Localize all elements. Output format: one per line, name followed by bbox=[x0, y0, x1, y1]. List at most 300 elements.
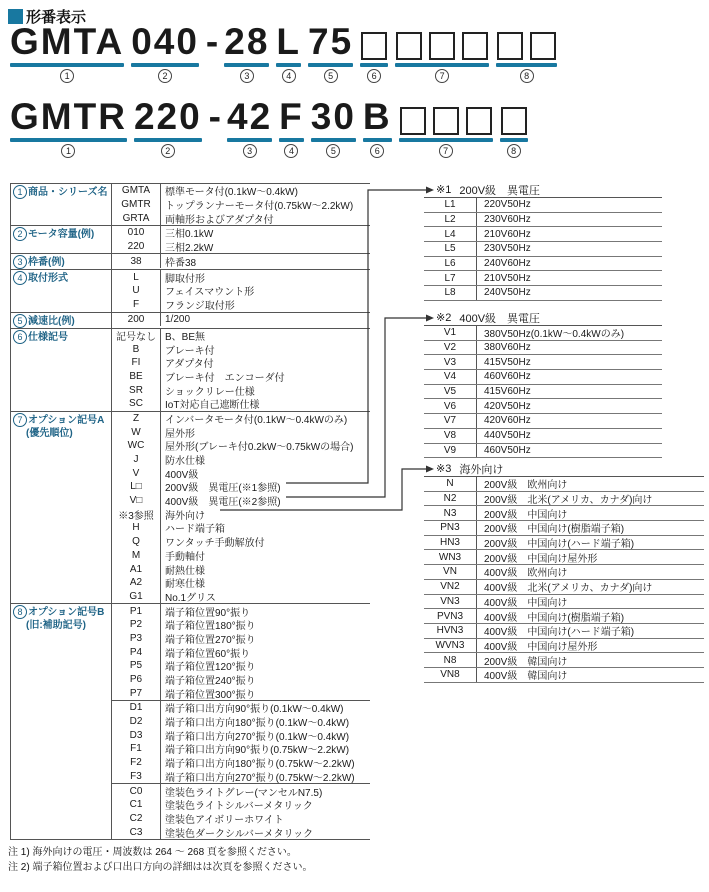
spec-row bbox=[112, 198, 370, 212]
spec-code: V□ bbox=[129, 495, 143, 507]
ref-row bbox=[424, 506, 704, 521]
ref-value bbox=[476, 668, 704, 682]
spec-row bbox=[112, 507, 370, 521]
model-segment-text: GMTA bbox=[10, 21, 125, 62]
ref-destination: 中国向け屋外形 bbox=[527, 553, 598, 565]
circled-number: 5 bbox=[13, 314, 27, 328]
circled-number: 3 bbox=[243, 144, 257, 158]
ref-row bbox=[424, 550, 704, 565]
spec-code: L bbox=[133, 271, 139, 283]
spec-group-rows bbox=[111, 329, 370, 411]
spec-group-label bbox=[11, 329, 111, 411]
spec-group-label bbox=[11, 412, 111, 604]
ref-value: 380V60Hz bbox=[476, 341, 662, 355]
spec-description: IoT対応自己遮断仕様 bbox=[160, 397, 370, 411]
ref-code: L6 bbox=[444, 258, 456, 270]
model-segment-text: 30 bbox=[310, 96, 356, 137]
spec-row bbox=[112, 412, 370, 426]
ref-value bbox=[476, 580, 704, 594]
spec-row bbox=[112, 521, 370, 535]
ref-row bbox=[424, 580, 704, 595]
spec-group-label bbox=[11, 604, 111, 839]
ref-destination: 中国向け(ハード端子箱) bbox=[527, 539, 635, 551]
spec-group-rows bbox=[111, 226, 370, 253]
spec-description: 防水仕様 bbox=[160, 453, 370, 467]
model-segment-text: 28 bbox=[224, 21, 270, 62]
spec-row bbox=[112, 549, 370, 563]
blank-code-box bbox=[429, 32, 455, 60]
spec-description: No.1グリス bbox=[160, 590, 370, 604]
spec-group-3 bbox=[11, 254, 370, 270]
segment-underline bbox=[10, 138, 127, 142]
spec-description: 端子箱位置90°振り bbox=[160, 604, 370, 618]
circled-number: 6 bbox=[367, 69, 381, 83]
blank-code-box bbox=[361, 32, 387, 60]
segment-underline bbox=[500, 138, 528, 142]
spec-code: U bbox=[132, 285, 140, 297]
ref-destination: 欧州向け bbox=[527, 480, 568, 492]
spec-description: 枠番38 bbox=[160, 254, 370, 268]
ref-code: VN2 bbox=[440, 581, 460, 593]
ref-code: L8 bbox=[444, 287, 456, 299]
segment-number-row bbox=[134, 144, 202, 159]
spec-row bbox=[112, 618, 370, 632]
spec-description: 端子箱口出方向90°振り(0.1kW〜0.4kW) bbox=[160, 701, 370, 715]
ref-destination: 韓国向け bbox=[527, 656, 568, 668]
ref-value bbox=[476, 521, 704, 535]
ref-table-title bbox=[424, 310, 662, 326]
circled-number: 4 bbox=[282, 69, 296, 83]
spec-description: ワンタッチ手動解放付 bbox=[160, 535, 370, 549]
segment-number-row bbox=[308, 69, 353, 84]
model-segment bbox=[206, 22, 220, 84]
circled-number: 2 bbox=[158, 69, 172, 83]
spec-code: C3 bbox=[129, 826, 143, 838]
segment-underline bbox=[496, 63, 557, 67]
spec-row bbox=[112, 645, 370, 659]
blank-code-box bbox=[400, 107, 426, 135]
segment-number-row bbox=[399, 144, 493, 159]
model-segment bbox=[276, 22, 301, 84]
spec-description: フランジ取付形 bbox=[160, 298, 370, 312]
spec-code: SR bbox=[129, 384, 143, 396]
spec-row bbox=[112, 370, 370, 384]
option-code-boxes bbox=[496, 22, 557, 60]
spec-description: 端子箱位置60°振り bbox=[160, 645, 370, 659]
circled-number: 7 bbox=[13, 413, 27, 427]
spec-description: 1/200 bbox=[160, 313, 370, 327]
spec-row bbox=[112, 329, 370, 343]
spec-group-label bbox=[11, 184, 111, 225]
model-segment-text: F bbox=[279, 96, 304, 137]
spec-description: 端子箱位置180°振り bbox=[160, 618, 370, 632]
circled-number: 1 bbox=[13, 185, 27, 199]
spec-description: トップランナーモータ付(0.75kW〜2.2kW) bbox=[160, 198, 370, 212]
spec-code: D3 bbox=[129, 729, 143, 741]
ref-destination: 北米(アメリカ、カナダ)向け bbox=[527, 583, 653, 595]
ref-code: HN3 bbox=[439, 537, 460, 549]
ref-value: 415V50Hz bbox=[476, 355, 662, 369]
spec-code: B bbox=[132, 343, 140, 355]
spec-description: 三相0.1kW bbox=[160, 226, 370, 240]
spec-row bbox=[112, 211, 370, 225]
spec-description: 海外向け bbox=[160, 507, 370, 521]
spec-row bbox=[112, 439, 370, 453]
spec-row bbox=[112, 700, 370, 715]
ref-code: V9 bbox=[443, 444, 457, 456]
spec-code: ※3参照 bbox=[118, 510, 154, 522]
ref-value bbox=[476, 550, 704, 564]
spec-description: アダプタ付 bbox=[160, 356, 370, 370]
ref-row bbox=[424, 565, 704, 580]
circled-number: 5 bbox=[326, 144, 340, 158]
spec-row bbox=[112, 770, 370, 784]
model-example-gmtr bbox=[10, 97, 535, 159]
model-segment-text: - bbox=[205, 21, 221, 62]
ref-value: 460V60Hz bbox=[476, 370, 662, 384]
spec-description: フェイスマウント形 bbox=[160, 284, 370, 298]
ref-code: VN8 bbox=[440, 669, 460, 681]
ref-voltage-class: 400V級 bbox=[484, 671, 518, 683]
spec-description: 200V級 異電圧(※1参照) bbox=[160, 480, 370, 494]
ref-table-3 bbox=[424, 461, 704, 683]
ref-code: V7 bbox=[443, 415, 457, 427]
spec-code: G1 bbox=[129, 590, 143, 602]
spec-group-label-text: 仕様記号 bbox=[28, 331, 68, 343]
segment-underline bbox=[276, 63, 301, 67]
ref-row bbox=[424, 521, 704, 536]
ref-row bbox=[424, 639, 704, 654]
ref-voltage-class: 200V級 bbox=[484, 656, 518, 668]
segment-underline bbox=[395, 63, 489, 67]
spec-code: F bbox=[132, 299, 140, 311]
model-segment bbox=[224, 22, 269, 84]
spec-code: H bbox=[132, 522, 140, 534]
blank-code-box bbox=[433, 107, 459, 135]
spec-description: 耐熱仕様 bbox=[160, 562, 370, 576]
spec-code: Z bbox=[132, 412, 140, 424]
spec-code: M bbox=[131, 549, 141, 561]
spec-row bbox=[112, 632, 370, 646]
spec-code: P6 bbox=[129, 674, 143, 686]
ref-code: V4 bbox=[443, 371, 457, 383]
spec-row bbox=[112, 480, 370, 494]
ref-value: 240V60Hz bbox=[476, 257, 662, 271]
spec-row bbox=[112, 673, 370, 687]
ref-code: WN3 bbox=[438, 551, 462, 563]
spec-row bbox=[112, 686, 370, 700]
spec-row bbox=[112, 254, 370, 268]
segment-underline bbox=[279, 138, 304, 142]
circled-number: 1 bbox=[61, 144, 75, 158]
ref-destination: 北米(アメリカ、カナダ)向け bbox=[527, 495, 653, 507]
model-segment bbox=[363, 97, 392, 159]
ref-code: N8 bbox=[443, 654, 457, 666]
spec-description: B、BE無 bbox=[160, 329, 370, 343]
model-segment bbox=[308, 22, 353, 84]
model-segment-text: 040 bbox=[131, 21, 199, 62]
spec-code: C2 bbox=[129, 812, 143, 824]
spec-row bbox=[112, 590, 370, 604]
circled-number: 8 bbox=[507, 144, 521, 158]
ref-table-mark: ※1 bbox=[436, 184, 452, 196]
ref-value: 210V50Hz bbox=[476, 271, 662, 285]
spec-description: ブレーキ付 bbox=[160, 342, 370, 356]
ref-code: N bbox=[446, 478, 454, 490]
spec-code: FI bbox=[131, 357, 141, 369]
ref-row bbox=[424, 668, 704, 683]
spec-description: 端子箱口出方向270°振り(0.1kW〜0.4kW) bbox=[160, 728, 370, 742]
spec-group-rows bbox=[111, 313, 370, 328]
ref-row bbox=[424, 227, 662, 242]
spec-description: 端子箱位置120°振り bbox=[160, 659, 370, 673]
spec-code: WC bbox=[127, 440, 145, 452]
circled-number: 3 bbox=[13, 255, 27, 269]
model-segment bbox=[279, 97, 304, 159]
model-segment-text: - bbox=[208, 96, 223, 137]
spec-code: W bbox=[131, 426, 141, 438]
ref-value: 415V60Hz bbox=[476, 385, 662, 399]
model-segment bbox=[500, 97, 528, 159]
spec-row bbox=[112, 298, 370, 312]
circled-number: 3 bbox=[240, 69, 254, 83]
spec-code: P5 bbox=[129, 660, 143, 672]
ref-table-mark: ※2 bbox=[436, 312, 452, 324]
ref-row bbox=[424, 341, 662, 356]
page-title: 形番表示 bbox=[26, 9, 87, 26]
spec-group-label-text: モータ容量(例) bbox=[28, 229, 95, 241]
spec-code: 200 bbox=[127, 313, 145, 325]
spec-code: A2 bbox=[129, 577, 143, 589]
model-segment bbox=[311, 97, 356, 159]
segment-number-row bbox=[209, 144, 223, 159]
spec-group-label bbox=[11, 254, 111, 269]
option-code-boxes bbox=[500, 97, 528, 135]
spec-description: 塗装色ライトシルバーメタリック bbox=[160, 798, 370, 812]
circled-number: 8 bbox=[13, 605, 27, 619]
ref-voltage-class: 200V級 bbox=[484, 509, 518, 521]
spec-row bbox=[112, 783, 370, 798]
spec-group-label-text: オプション記号B bbox=[28, 607, 105, 619]
segment-number-row bbox=[131, 69, 199, 84]
spec-row bbox=[112, 604, 370, 618]
spec-code: F2 bbox=[130, 757, 142, 769]
spec-code: D2 bbox=[129, 716, 143, 728]
spec-code: P1 bbox=[129, 605, 143, 617]
spec-row bbox=[112, 825, 370, 839]
blank-code-box bbox=[497, 32, 523, 60]
circled-number: 1 bbox=[60, 69, 74, 83]
ref-value bbox=[476, 624, 704, 638]
ref-code: L2 bbox=[444, 214, 456, 226]
ref-code: L5 bbox=[444, 243, 456, 255]
spec-row bbox=[112, 226, 370, 240]
circled-number: 2 bbox=[13, 227, 27, 241]
spec-group-label bbox=[11, 226, 111, 253]
ref-value: 230V50Hz bbox=[476, 242, 662, 256]
ref-voltage-class: 400V級 bbox=[484, 641, 518, 653]
ref-destination: 中国向け屋外形 bbox=[527, 641, 598, 653]
model-segment bbox=[360, 22, 388, 84]
circled-number: 6 bbox=[370, 144, 384, 158]
spec-row bbox=[112, 756, 370, 770]
spec-code: P2 bbox=[129, 619, 143, 631]
spec-row bbox=[112, 494, 370, 508]
ref-code: PN3 bbox=[440, 522, 460, 534]
ref-table-title-text: 400V級 異電圧 bbox=[459, 312, 541, 325]
spec-row bbox=[112, 397, 370, 411]
segment-underline bbox=[10, 63, 124, 67]
ref-value: 240V50Hz bbox=[476, 286, 662, 300]
ref-destination: 中国向け(ハード端子箱) bbox=[527, 627, 635, 639]
ref-voltage-class: 400V級 bbox=[484, 612, 518, 624]
spec-group-label-text: オプション記号A bbox=[28, 414, 105, 426]
option-code-boxes bbox=[395, 22, 489, 60]
ref-row bbox=[424, 624, 704, 639]
ref-value bbox=[476, 477, 704, 491]
segment-number-row bbox=[10, 144, 127, 159]
spec-group-7 bbox=[11, 412, 370, 605]
model-segment bbox=[395, 22, 489, 84]
ref-row bbox=[424, 399, 662, 414]
footnotes bbox=[8, 845, 312, 875]
ref-row bbox=[424, 213, 662, 228]
spec-description: 両軸形およびアダプタ付 bbox=[160, 211, 370, 225]
spec-description: 屋外形 bbox=[160, 425, 370, 439]
ref-destination: 中国向け bbox=[527, 597, 568, 609]
footnote-2: 注 2) 端子箱位置および口出口方向の詳細はは次頁を参照ください。 bbox=[8, 862, 313, 873]
circled-number: 5 bbox=[324, 69, 338, 83]
segment-underline bbox=[134, 138, 202, 142]
ref-code: N2 bbox=[443, 493, 457, 505]
spec-code: F1 bbox=[130, 743, 142, 755]
ref-value: 210V60Hz bbox=[476, 227, 662, 241]
model-segment-text: 220 bbox=[133, 96, 202, 137]
spec-code: GRTA bbox=[122, 212, 150, 224]
segment-underline bbox=[363, 138, 392, 142]
ref-row bbox=[424, 326, 662, 341]
spec-group-rows bbox=[111, 254, 370, 269]
spec-description: 脚取付形 bbox=[160, 270, 370, 284]
spec-code: 記号なし bbox=[116, 331, 156, 343]
spec-description: 塗装色アイボリーホワイト bbox=[160, 812, 370, 826]
ref-destination: 韓国向け bbox=[527, 671, 568, 683]
ref-code: V1 bbox=[443, 327, 457, 339]
model-segment bbox=[399, 97, 493, 159]
ref-value: 220V50Hz bbox=[476, 198, 662, 212]
ref-row bbox=[424, 444, 662, 459]
spec-code: V bbox=[132, 467, 140, 479]
spec-row bbox=[112, 659, 370, 673]
spec-code: C0 bbox=[129, 785, 143, 797]
model-segment-text: 42 bbox=[227, 96, 273, 137]
ref-code: HVN3 bbox=[436, 625, 464, 637]
spec-code: L□ bbox=[130, 481, 142, 493]
spec-description: インバータモータ付(0.1kW〜0.4kWのみ) bbox=[160, 412, 370, 426]
ref-value bbox=[476, 536, 704, 550]
segment-underline bbox=[311, 138, 356, 142]
segment-number-row bbox=[311, 144, 356, 159]
ref-row bbox=[424, 609, 704, 624]
spec-code: GMTR bbox=[121, 199, 151, 211]
ref-code: L4 bbox=[444, 228, 456, 240]
spec-row bbox=[112, 576, 370, 590]
spec-group-label bbox=[11, 270, 111, 311]
spec-description: 標準モータ付(0.1kW〜0.4kW) bbox=[160, 184, 370, 198]
model-segment-text: L bbox=[276, 21, 302, 62]
spec-description: ブレーキ付 エンコーダ付 bbox=[160, 370, 370, 384]
ref-value: 230V60Hz bbox=[476, 213, 662, 227]
spec-group-sublabel: (旧:補助記号) bbox=[26, 620, 86, 632]
spec-row bbox=[112, 425, 370, 439]
ref-table-title-text: 200V級 異電圧 bbox=[459, 184, 541, 197]
spec-row bbox=[112, 466, 370, 480]
spec-description: 端子箱位置240°振り bbox=[160, 673, 370, 687]
spec-description: 耐寒仕様 bbox=[160, 576, 370, 590]
spec-description: 400V級 異電圧(※2参照) bbox=[160, 494, 370, 508]
circled-number: 4 bbox=[13, 271, 27, 285]
spec-code: J bbox=[133, 454, 139, 466]
model-example-gmta bbox=[10, 22, 564, 84]
spec-description: 端子箱口出方向270°振り(0.75kW〜2.2kW) bbox=[160, 770, 370, 784]
spec-code: Q bbox=[132, 536, 140, 548]
ref-code: VN bbox=[443, 566, 457, 578]
ref-destination: 中国向け bbox=[527, 509, 568, 521]
spec-description: 端子箱位置300°振り bbox=[160, 686, 370, 700]
ref-value: 460V50Hz bbox=[476, 444, 662, 458]
ref-value bbox=[476, 595, 704, 609]
segment-underline bbox=[131, 63, 199, 67]
ref-row bbox=[424, 492, 704, 507]
spec-row bbox=[112, 715, 370, 729]
option-code-boxes bbox=[399, 97, 493, 135]
spec-group-1 bbox=[11, 184, 370, 226]
spec-description: 手動軸付 bbox=[160, 549, 370, 563]
spec-description: 端子箱口出方向90°振り(0.75kW〜2.2kW) bbox=[160, 742, 370, 756]
segment-number-row bbox=[496, 69, 557, 84]
spec-group-2 bbox=[11, 226, 370, 254]
model-segment-text: GMTR bbox=[10, 96, 127, 137]
spec-row bbox=[112, 356, 370, 370]
spec-group-label-text: 取付形式 bbox=[28, 273, 68, 285]
ref-voltage-class: 200V級 bbox=[484, 553, 518, 565]
ref-value: 420V50Hz bbox=[476, 399, 662, 413]
circled-number: 7 bbox=[435, 69, 449, 83]
ref-voltage-class: 200V級 bbox=[484, 539, 518, 551]
segment-underline bbox=[399, 138, 493, 142]
spec-row bbox=[112, 313, 370, 327]
ref-value bbox=[476, 565, 704, 579]
spec-group-8 bbox=[11, 604, 370, 840]
spec-code: A1 bbox=[129, 563, 143, 575]
spec-group-4 bbox=[11, 270, 370, 312]
spec-row bbox=[112, 342, 370, 356]
ref-code: N3 bbox=[443, 507, 457, 519]
ref-voltage-class: 200V級 bbox=[484, 524, 518, 536]
ref-destination: 中国向け(樹脂端子箱) bbox=[527, 612, 625, 624]
ref-voltage-class: 400V級 bbox=[484, 583, 518, 595]
spec-code: P3 bbox=[129, 632, 143, 644]
spec-description: 塗装色ライトグレー(マンセルN7.5) bbox=[160, 784, 370, 798]
option-code-boxes bbox=[360, 22, 388, 60]
ref-table-1 bbox=[424, 182, 662, 301]
ref-row bbox=[424, 536, 704, 551]
model-segment bbox=[10, 97, 127, 159]
segment-underline bbox=[227, 138, 272, 142]
ref-voltage-class: 400V級 bbox=[484, 568, 518, 580]
ref-value bbox=[476, 653, 704, 667]
spec-row bbox=[112, 798, 370, 812]
